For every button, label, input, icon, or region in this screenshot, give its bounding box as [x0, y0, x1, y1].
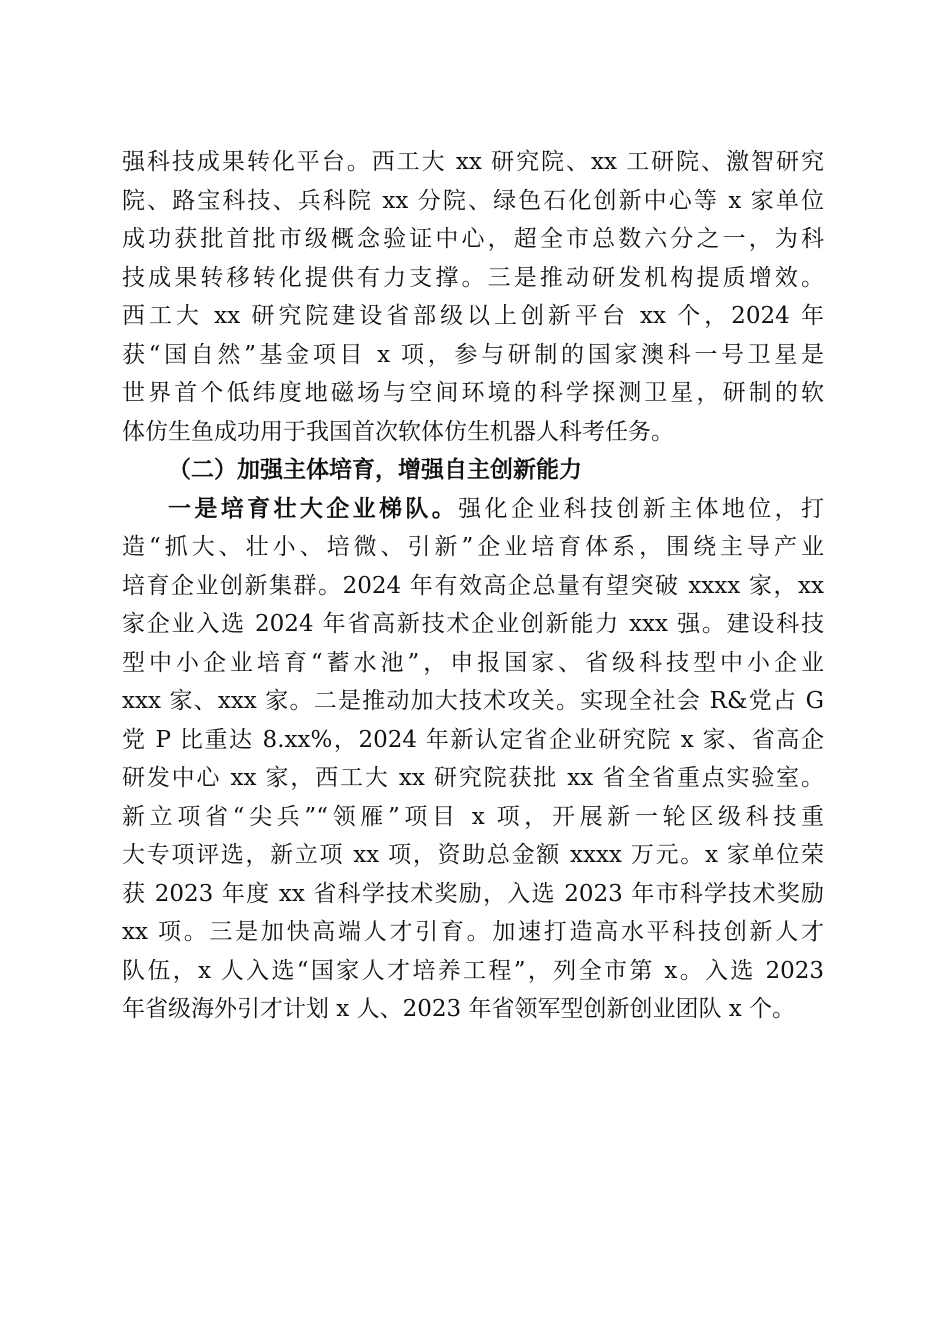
document-body	[122, 143, 824, 1029]
paragraph-lead: 一是培育壮大企业梯队。	[168, 495, 459, 522]
paragraph-line: 西工大 xx 研究院建设省部级以上创新平台 xx 个，2024 年	[122, 303, 824, 329]
paragraph-line: 型中小企业培育“蓄水池”，申报国家、省级科技型中小企业	[122, 649, 824, 676]
section-heading: （二）加强主体培育，增强自主创新能力	[168, 457, 582, 483]
paragraph-line: 队伍，x 人入选“国家人才培养工程”，列全市第 x。入选 2023	[122, 957, 824, 984]
paragraph-line: 体仿生鱼成功用于我国首次软体仿生机器人科考任务。	[122, 418, 674, 445]
paragraph-line: 获“国自然”基金项目 x 项，参与研制的国家澳科一号卫星是	[122, 341, 824, 368]
paragraph-line: xxx 家、xxx 家。二是推动加大技术攻关。实现全社会 R&党占 G	[122, 688, 824, 714]
paragraph-line: 造“抓大、壮小、培微、引新”企业培育体系，围绕主导产业	[122, 534, 824, 560]
paragraph-line: 研发中心 xx 家，西工大 xx 研究院获批 xx 省全省重点实验室。	[122, 765, 824, 791]
paragraph-line: xx 项。三是加快高端人才引育。加速打造高水平科技创新人才	[122, 919, 824, 945]
paragraph-line: 技成果转移转化提供有力支撑。三是推动研发机构提质增效。	[122, 264, 824, 291]
paragraph-line: 年省级海外引才计划 x 人、2023 年省领军型创新创业团队 x 个。	[122, 996, 796, 1022]
paragraph-line: 新立项省“尖兵”“领雁”项目 x 项，开展新一轮区级科技重	[122, 803, 824, 830]
paragraph-line: 党 P 比重达 8.xx%，2024 年新认定省企业研究院 x 家、省高企	[122, 726, 824, 753]
paragraph-line: 获 2023 年度 xx 省科学技术奖励，入选 2023 年市科学技术奖励	[122, 880, 824, 907]
paragraph-line: 成功获批首批市级概念验证中心，超全市总数六分之一，为科	[122, 226, 824, 252]
paragraph-line: 世界首个低纬度地磁场与空间环境的科学探测卫星，研制的软	[122, 380, 824, 406]
paragraph-line: 大专项评选，新立项 xx 项，资助总金额 xxxx 万元。x 家单位荣	[122, 842, 824, 868]
paragraph-line: 培育企业创新集群。2024 年有效高企总量有望突破 xxxx 家，xx	[122, 572, 824, 599]
paragraph-line: 家企业入选 2024 年省高新技术企业创新能力 xxx 强。建设科技	[122, 611, 824, 637]
paragraph-line-rest: 强化企业科技创新主体地位，打	[458, 495, 824, 522]
paragraph-line: 强科技成果转化平台。西工大 xx 研究院、xx 工研院、激智研究	[122, 149, 824, 175]
paragraph-line: 院、路宝科技、兵科院 xx 分院、绿色石化创新中心等 x 家单位	[122, 187, 824, 214]
paragraph-first-line	[122, 490, 824, 529]
